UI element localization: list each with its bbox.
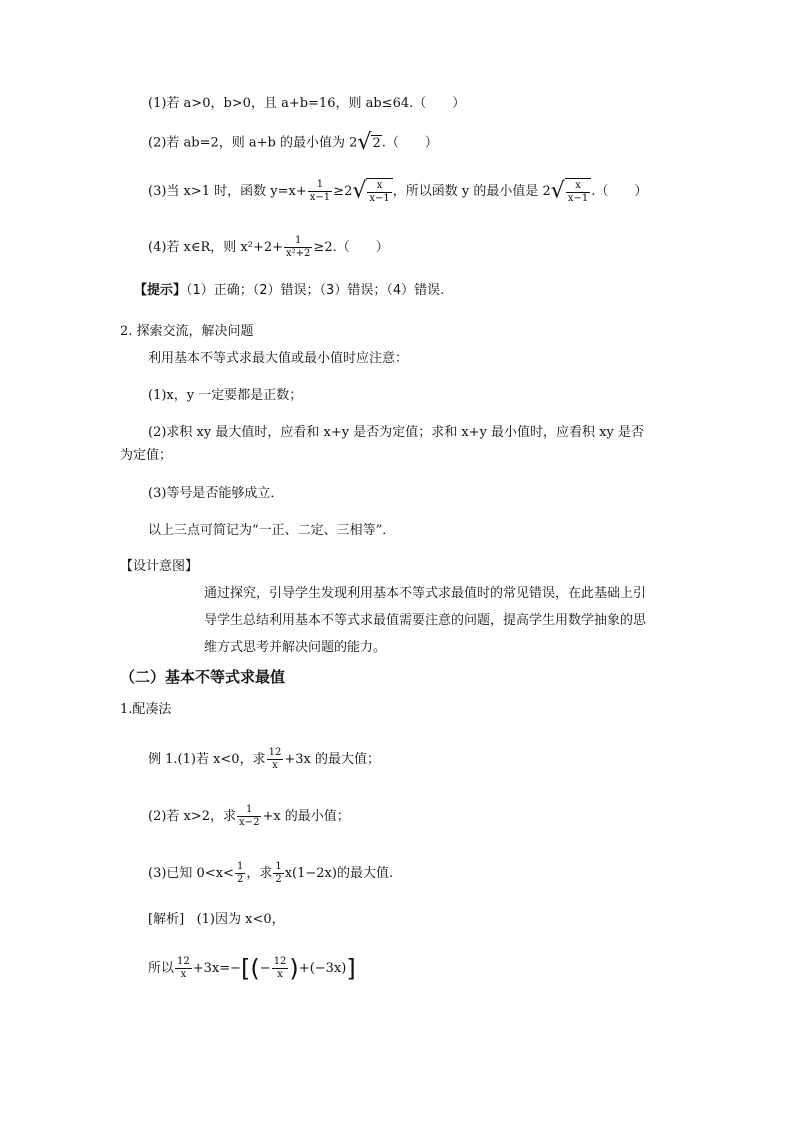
final-fraction-12-over-x-second: $\frac{12}{x}$ <box>273 956 287 980</box>
question-2-before: (2)若 ab=2，则 a+b 的最小值为 2 <box>148 135 358 151</box>
design-intent-label: 【设计意图】 <box>120 559 199 574</box>
analysis-label: [解析] <box>148 912 185 927</box>
section-2-point-1: (1)x，y 一定要都是正数； <box>148 388 303 403</box>
final-close-bracket: ] <box>346 954 356 983</box>
final-negative-sign: − <box>259 961 271 976</box>
fraction-1-over-2: $\frac{1}{2}$ <box>236 861 244 885</box>
final-part2: +3x=− <box>192 961 242 976</box>
section-2-summary: 以上三点可简记为“一正、二定、三相等”． <box>148 523 396 538</box>
example-2-part1: (2)若 x>2，求 <box>148 809 237 824</box>
question-2-after: .（ ） <box>381 135 438 151</box>
final-part3: +(−3x) <box>298 961 347 976</box>
question-3-part2: ≥2 <box>333 184 353 199</box>
example-2 <box>148 804 350 829</box>
question-3-part1: (3)当 x>1 时，函数 y=x+ <box>148 184 307 199</box>
section-2-title: 2. 探索交流，解决问题 <box>120 324 254 339</box>
subsection-title: 1.配凑法 <box>120 702 172 717</box>
question-1 <box>148 94 465 114</box>
design-intent-line1: 通过探究，引导学生发现利用基本不等式求最值时的常见错误，在此基础上引 <box>204 586 647 601</box>
example-3-part3: x(1−2x)的最大值. <box>284 866 394 881</box>
section-2-point-3: (3)等号是否能够成立． <box>148 486 284 501</box>
question-3 <box>148 178 647 205</box>
final-open-paren: ( <box>250 954 260 983</box>
question-1-text: (1)若 a>0，b>0，且 a+b=16，则 ab≤64.（ ） <box>148 96 466 111</box>
section-2-point-2-line1: (2)求积 xy 最大值时，应看和 x+y 是否为定值；求和 x+y 最小值时，应看积 xy 是否 <box>148 425 644 440</box>
final-fraction-12-over-x: $\frac{12}{x}$ <box>177 956 190 980</box>
sqrt-2: √2 <box>357 130 381 155</box>
section-2-intro: 利用基本不等式求最大值或最小值时应注意： <box>148 351 409 366</box>
fraction-12-over-x: $\frac{12}{x}$ <box>268 747 282 771</box>
example-3-part1: (3)已知 0<x< <box>148 866 234 881</box>
design-intent-line2: 导学生总结利用基本不等式求最值需要注意的问题，提高学生用数学抽象的思 <box>204 613 647 628</box>
final-close-paren: ) <box>289 954 299 983</box>
hint-line <box>134 281 444 301</box>
final-open-bracket: [ <box>241 954 251 983</box>
section-2-point-2-line2: 为定值； <box>120 448 173 463</box>
example-1-part1: 例 1.(1)若 x<0，求 <box>148 752 266 767</box>
example-2-part2: +x 的最小值； <box>262 809 350 824</box>
example-3 <box>148 861 393 886</box>
analysis-text: (1)因为 x<0， <box>196 912 285 927</box>
sqrt-2-radicand: 2 <box>372 135 381 151</box>
question-4 <box>148 235 389 260</box>
fraction-1-over-x-minus-1: $\frac{1}{x-1}$ <box>309 179 331 203</box>
fraction-1-over-x2-plus-2: $\frac{1}{\text{x²+2}}$ <box>286 235 311 259</box>
example-1 <box>148 747 380 772</box>
fraction-1-over-2-second: $\frac{1}{2}$ <box>275 861 282 885</box>
example-1-part2: +3x 的最大值； <box>284 752 380 767</box>
question-4-part2: ≥2.（ ） <box>313 240 389 255</box>
hint-text: （1）正确；（2）错误；（3）错误；（4）错误. <box>186 283 445 298</box>
example-3-part2: ，求 <box>246 866 273 881</box>
analysis <box>148 910 285 930</box>
sqrt-x-over-x-minus-1: √ $\frac{x}{x-1}$ <box>352 178 392 205</box>
final-equation <box>148 956 356 981</box>
hint-label: 【提示】 <box>134 283 187 298</box>
question-3-part3: ，所以函数 y 的最小值是 2 <box>392 184 551 199</box>
question-3-part4: .（ ） <box>591 184 648 199</box>
question-2 <box>148 132 438 154</box>
design-intent-line3: 维方式思考并解决问题的能力。 <box>204 640 387 655</box>
fraction-1-over-x-minus-2: $\frac{1}{x-2}$ <box>239 804 260 828</box>
section-heading: （二）基本不等式求最值 <box>120 668 286 686</box>
question-4-part1: (4)若 x∈R，则 x²+2+ <box>148 240 284 255</box>
final-part1: 所以 <box>148 961 175 976</box>
sqrt-x-over-x-minus-1-second: √ $\frac{x}{x-1}$ <box>551 178 591 205</box>
